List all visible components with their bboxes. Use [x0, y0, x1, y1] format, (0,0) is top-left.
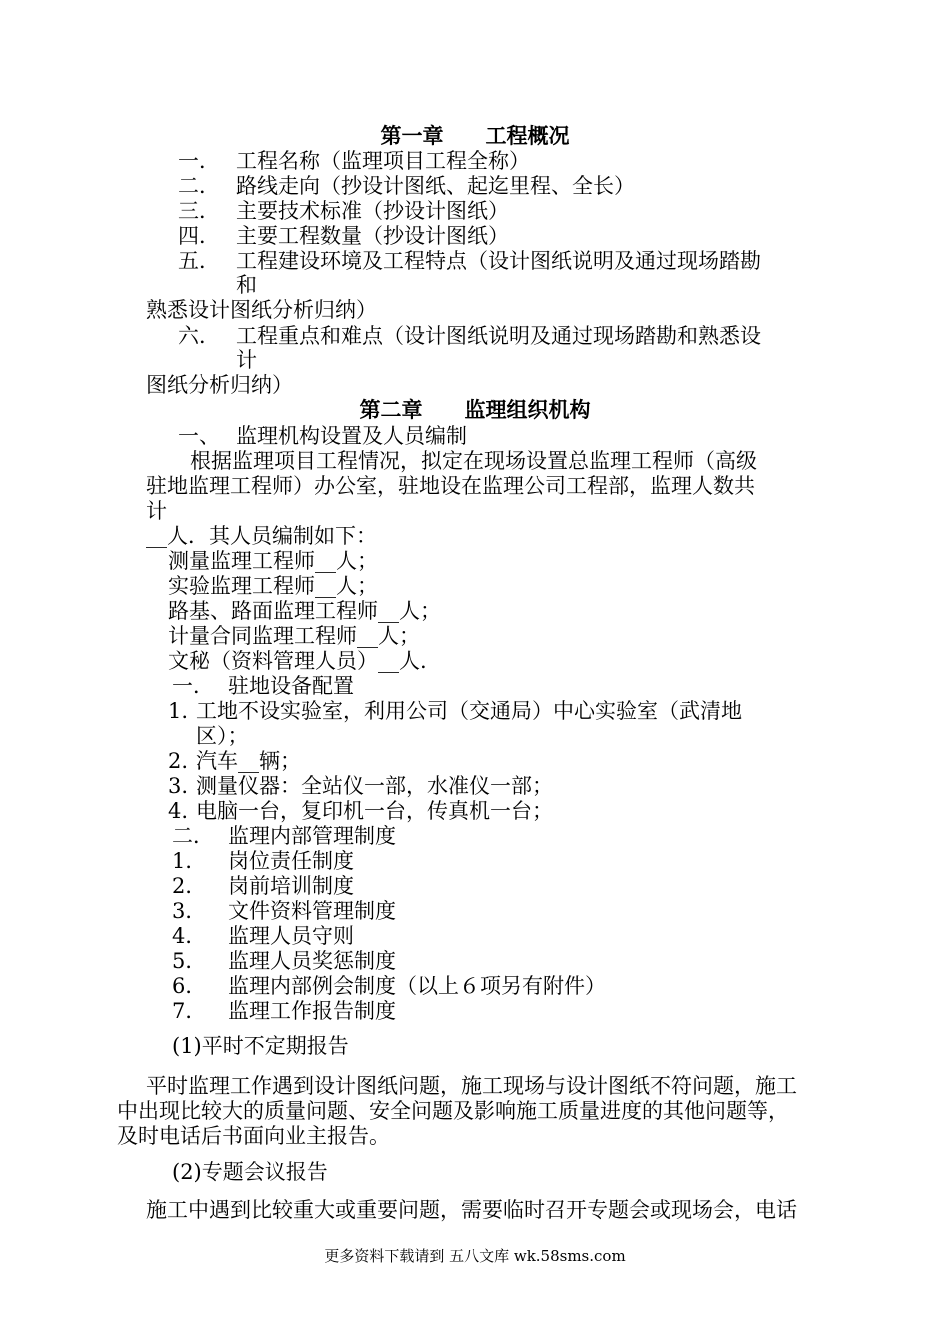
section-num: 一、 [178, 424, 220, 448]
ch1-item-continuation: 熟悉设计图纸分析归纳） [146, 298, 377, 322]
staff-line: 实验监理工程师__人； [168, 574, 378, 598]
chapter-2-title: 第二章 监理组织机构 [359, 397, 591, 422]
rule-num: 1． [172, 849, 207, 873]
report-title: (1)平时不定期报告 [172, 1034, 349, 1058]
rule-num: 3． [172, 899, 207, 923]
paragraph-line: 根据监理项目工程情况，拟定在现场设置总监理工程师（高级 [190, 449, 757, 473]
report-line: 施工中遇到比较重大或重要问题，需要临时召开专题会或现场会，电话 [146, 1198, 797, 1222]
page-footer: 更多资料下载请到 五八文库 wk.58sms.com [324, 1247, 626, 1265]
rule-num: 6． [172, 974, 207, 998]
report-line: 平时监理工作遇到设计图纸问题，施工现场与设计图纸不符问题，施工 [146, 1074, 797, 1098]
rule-text: 监理人员奖惩制度 [228, 949, 396, 973]
rule-text: 岗位责任制度 [228, 849, 354, 873]
ch1-item-text: 主要工程数量（抄设计图纸） [236, 224, 509, 248]
staff-line: 路基、路面监理工程师__人； [168, 599, 441, 623]
equipment-wrap: 区）； [196, 724, 249, 748]
section-title: 监理内部管理制度 [228, 824, 396, 848]
equipment-num: 1. [168, 699, 189, 723]
rule-num: 5． [172, 949, 207, 973]
ch1-item-num: 三． [178, 199, 220, 223]
ch1-item-text: 工程建设环境及工程特点（设计图纸说明及通过现场踏勘 [236, 249, 761, 273]
rule-text: 监理工作报告制度 [228, 999, 396, 1023]
rule-text: 监理人员守则 [228, 924, 354, 948]
report-line: 及时电话后书面向业主报告。 [117, 1124, 390, 1148]
rule-text: 岗前培训制度 [228, 874, 354, 898]
equipment-num: 2. [168, 749, 189, 773]
equipment-num: 3. [168, 774, 189, 798]
ch1-item-text: 工程重点和难点（设计图纸说明及通过现场踏勘和熟悉设 [236, 324, 761, 348]
equipment-text: 电脑一台，复印机一台，传真机一台； [196, 799, 553, 823]
ch1-item-num: 五． [178, 249, 220, 273]
ch1-item-text: 工程名称（监理项目工程全称） [236, 149, 530, 173]
ch1-item-num: 四． [178, 224, 220, 248]
report-line: 中出现比较大的质量问题、安全问题及影响施工质量进度的其他问题等， [117, 1099, 789, 1123]
report-title: (2)专题会议报告 [172, 1160, 328, 1184]
equipment-text: 汽车__辆； [196, 749, 301, 773]
ch1-item-wrap: 和 [236, 273, 257, 297]
rule-text: 监理内部例会制度（以上６项另有附件） [228, 974, 606, 998]
rule-num: 7． [172, 999, 207, 1023]
ch1-item-num: 六． [178, 324, 220, 348]
section-num: 一． [172, 674, 214, 698]
rule-text: 文件资料管理制度 [228, 899, 396, 923]
ch1-item-wrap: 计 [236, 348, 257, 372]
ch1-item-text: 主要技术标准（抄设计图纸） [236, 199, 509, 223]
ch1-item-text: 路线走向（抄设计图纸、起迄里程、全长） [236, 174, 635, 198]
ch1-item-continuation: 图纸分析归纳） [146, 373, 293, 397]
staff-line: 文秘（资料管理人员）__人. [168, 649, 427, 673]
paragraph-line: 计 [146, 499, 167, 523]
equipment-text: 测量仪器：全站仪一部，水准仪一部； [196, 774, 553, 798]
ch1-item-num: 二． [178, 174, 220, 198]
section-title: 监理机构设置及人员编制 [236, 424, 467, 448]
equipment-num: 4. [168, 799, 189, 823]
rule-num: 4． [172, 924, 207, 948]
staff-line: 测量监理工程师__人； [168, 549, 378, 573]
section-title: 驻地设备配置 [228, 674, 354, 698]
paragraph-line: __人．其人员编制如下： [146, 524, 377, 548]
chapter-1-title: 第一章 工程概况 [380, 123, 570, 148]
rule-num: 2． [172, 874, 207, 898]
staff-line: 计量合同监理工程师__人； [168, 624, 420, 648]
ch1-item-num: 一． [178, 149, 220, 173]
section-num: 二． [172, 824, 214, 848]
paragraph-line: 驻地监理工程师）办公室，驻地设在监理公司工程部，监理人数共 [146, 474, 755, 498]
equipment-text: 工地不设实验室，利用公司（交通局）中心实验室（武清地 [196, 699, 742, 723]
